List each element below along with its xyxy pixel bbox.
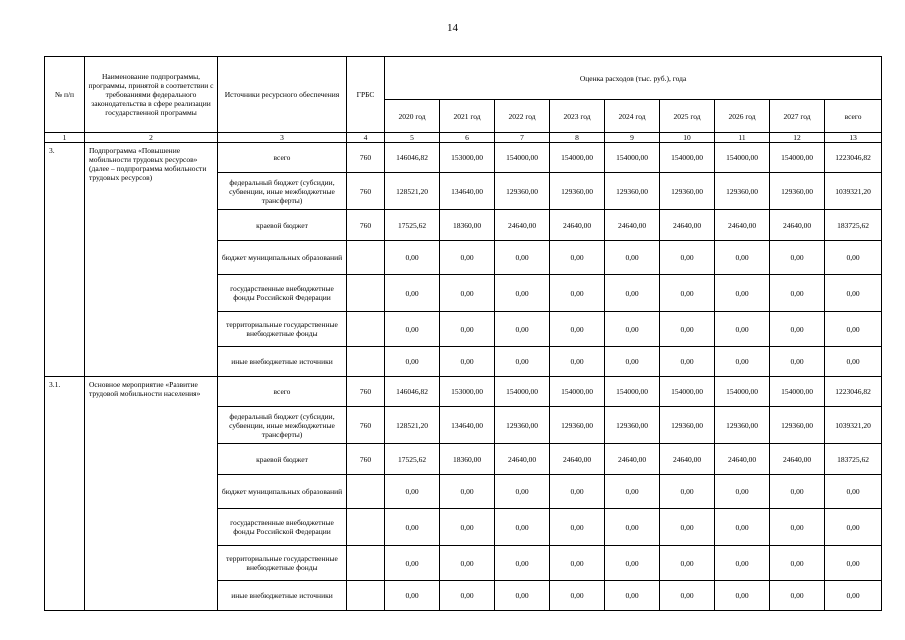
amount-cell: 0,00 [660, 241, 715, 275]
amount-cell: 24640,00 [660, 210, 715, 241]
column-number: 4 [347, 133, 385, 143]
amount-cell: 1039321,20 [825, 407, 882, 444]
amount-cell: 146046,82 [385, 377, 440, 407]
header-year: 2022 год [495, 100, 550, 133]
header-year: 2023 год [550, 100, 605, 133]
amount-cell: 0,00 [440, 312, 495, 347]
amount-cell: 0,00 [440, 475, 495, 509]
amount-cell: 0,00 [495, 475, 550, 509]
amount-cell: 0,00 [495, 581, 550, 611]
grbs-code [347, 312, 385, 347]
amount-cell: 0,00 [770, 475, 825, 509]
amount-cell: 154000,00 [550, 377, 605, 407]
funding-source: иные внебюджетные источники [218, 581, 347, 611]
amount-cell: 0,00 [495, 275, 550, 312]
program-name: Подпрограмма «Повышение мобильности трудовых ресурсов» (далее – подпрограмма мобильности трудовых ресурсов) [85, 143, 218, 377]
header-source: Источники ресурсного обеспечения [218, 57, 347, 133]
amount-cell: 0,00 [550, 546, 605, 581]
amount-cell: 17525,62 [385, 444, 440, 475]
amount-cell: 0,00 [715, 312, 770, 347]
amount-cell: 0,00 [385, 546, 440, 581]
column-number: 8 [550, 133, 605, 143]
amount-cell: 0,00 [770, 275, 825, 312]
amount-cell: 0,00 [605, 275, 660, 312]
funding-source: государственные внебюджетные фонды Российской Федерации [218, 509, 347, 546]
amount-cell: 153000,00 [440, 377, 495, 407]
amount-cell: 0,00 [550, 312, 605, 347]
header-name: Наименование подпрограммы, программы, принятой в соответствии с требованиями федерального законодательства в сфере реализации государственной программы [85, 57, 218, 133]
amount-cell: 0,00 [440, 275, 495, 312]
amount-cell: 128521,20 [385, 407, 440, 444]
header-year: 2025 год [660, 100, 715, 133]
amount-cell: 0,00 [715, 275, 770, 312]
grbs-code: 760 [347, 143, 385, 173]
amount-cell: 0,00 [495, 241, 550, 275]
amount-cell: 0,00 [385, 347, 440, 377]
amount-cell: 24640,00 [550, 210, 605, 241]
funding-source: краевой бюджет [218, 444, 347, 475]
amount-cell: 183725,62 [825, 210, 882, 241]
amount-cell: 24640,00 [495, 210, 550, 241]
amount-cell: 0,00 [660, 312, 715, 347]
amount-cell: 0,00 [605, 546, 660, 581]
row-number: 3. [45, 143, 85, 377]
amount-cell: 0,00 [825, 312, 882, 347]
amount-cell: 0,00 [605, 241, 660, 275]
funding-source: федеральный бюджет (субсидии, субвенции, иные межбюджетные трансферты) [218, 173, 347, 210]
column-number: 12 [770, 133, 825, 143]
amount-cell: 134640,00 [440, 173, 495, 210]
amount-cell: 0,00 [660, 347, 715, 377]
amount-cell: 0,00 [605, 581, 660, 611]
amount-cell: 24640,00 [715, 444, 770, 475]
amount-cell: 0,00 [770, 347, 825, 377]
amount-cell: 0,00 [440, 581, 495, 611]
amount-cell: 0,00 [495, 312, 550, 347]
amount-cell: 24640,00 [605, 210, 660, 241]
amount-cell: 0,00 [770, 312, 825, 347]
header-year: 2027 год [770, 100, 825, 133]
amount-cell: 0,00 [605, 347, 660, 377]
amount-cell: 24640,00 [550, 444, 605, 475]
amount-cell: 18360,00 [440, 210, 495, 241]
amount-cell: 0,00 [715, 546, 770, 581]
amount-cell: 0,00 [825, 347, 882, 377]
amount-cell: 0,00 [550, 275, 605, 312]
amount-cell: 0,00 [660, 509, 715, 546]
funding-source: территориальные государственные внебюджетные фонды [218, 312, 347, 347]
amount-cell: 129360,00 [495, 173, 550, 210]
amount-cell: 0,00 [770, 581, 825, 611]
amount-cell: 154000,00 [605, 377, 660, 407]
amount-cell: 0,00 [825, 581, 882, 611]
grbs-code: 760 [347, 407, 385, 444]
column-number: 2 [85, 133, 218, 143]
amount-cell: 0,00 [825, 509, 882, 546]
grbs-code [347, 347, 385, 377]
amount-cell: 0,00 [385, 312, 440, 347]
column-number: 3 [218, 133, 347, 143]
amount-cell: 1039321,20 [825, 173, 882, 210]
amount-cell: 0,00 [550, 241, 605, 275]
amount-cell: 18360,00 [440, 444, 495, 475]
amount-cell: 0,00 [550, 581, 605, 611]
amount-cell: 0,00 [440, 546, 495, 581]
amount-cell: 0,00 [660, 475, 715, 509]
grbs-code: 760 [347, 444, 385, 475]
grbs-code [347, 546, 385, 581]
column-number: 11 [715, 133, 770, 143]
table-row [45, 377, 882, 407]
amount-cell: 129360,00 [770, 173, 825, 210]
amount-cell: 24640,00 [660, 444, 715, 475]
amount-cell: 0,00 [825, 546, 882, 581]
header-no: № п/п [45, 57, 85, 133]
funding-source: территориальные государственные внебюджетные фонды [218, 546, 347, 581]
grbs-code [347, 475, 385, 509]
amount-cell: 24640,00 [605, 444, 660, 475]
amount-cell: 0,00 [715, 475, 770, 509]
column-number: 10 [660, 133, 715, 143]
amount-cell: 129360,00 [715, 173, 770, 210]
budget-table [44, 56, 882, 611]
amount-cell: 0,00 [495, 347, 550, 377]
amount-cell: 0,00 [605, 312, 660, 347]
program-name: Основное мероприятие «Развитие трудовой мобильности населения» [85, 377, 218, 611]
amount-cell: 0,00 [715, 509, 770, 546]
amount-cell: 154000,00 [660, 143, 715, 173]
column-number: 13 [825, 133, 882, 143]
amount-cell: 24640,00 [770, 444, 825, 475]
amount-cell: 1223046,82 [825, 377, 882, 407]
column-number: 6 [440, 133, 495, 143]
grbs-code [347, 241, 385, 275]
amount-cell: 0,00 [770, 241, 825, 275]
amount-cell: 154000,00 [605, 143, 660, 173]
amount-cell: 129360,00 [495, 407, 550, 444]
amount-cell: 153000,00 [440, 143, 495, 173]
amount-cell: 0,00 [385, 581, 440, 611]
header-year: 2024 год [605, 100, 660, 133]
amount-cell: 0,00 [660, 275, 715, 312]
amount-cell: 0,00 [440, 509, 495, 546]
funding-source: всего [218, 377, 347, 407]
amount-cell: 0,00 [440, 347, 495, 377]
amount-cell: 0,00 [495, 546, 550, 581]
amount-cell: 0,00 [770, 546, 825, 581]
funding-source: бюджет муниципальных образований [218, 475, 347, 509]
amount-cell: 129360,00 [550, 173, 605, 210]
amount-cell: 0,00 [550, 509, 605, 546]
amount-cell: 24640,00 [770, 210, 825, 241]
amount-cell: 129360,00 [770, 407, 825, 444]
amount-cell: 134640,00 [440, 407, 495, 444]
header-grbs: ГРБС [347, 57, 385, 133]
amount-cell: 0,00 [605, 509, 660, 546]
column-number: 1 [45, 133, 85, 143]
amount-cell: 0,00 [495, 509, 550, 546]
amount-cell: 24640,00 [495, 444, 550, 475]
amount-cell: 0,00 [770, 509, 825, 546]
grbs-code [347, 509, 385, 546]
funding-source: иные внебюджетные источники [218, 347, 347, 377]
amount-cell: 0,00 [825, 275, 882, 312]
column-number: 7 [495, 133, 550, 143]
amount-cell: 17525,62 [385, 210, 440, 241]
funding-source: бюджет муниципальных образований [218, 241, 347, 275]
table-row [45, 143, 882, 173]
funding-source: федеральный бюджет (субсидии, субвенции, иные межбюджетные трансферты) [218, 407, 347, 444]
header-estimate: Оценка расходов (тыс. руб.), года [385, 57, 882, 100]
header-year: всего [825, 100, 882, 133]
amount-cell: 154000,00 [660, 377, 715, 407]
amount-cell: 129360,00 [605, 407, 660, 444]
amount-cell: 0,00 [385, 509, 440, 546]
page-number: 14 [447, 22, 458, 34]
header-year: 2026 год [715, 100, 770, 133]
funding-source: краевой бюджет [218, 210, 347, 241]
amount-cell: 24640,00 [715, 210, 770, 241]
amount-cell: 129360,00 [715, 407, 770, 444]
amount-cell: 129360,00 [660, 407, 715, 444]
amount-cell: 0,00 [715, 241, 770, 275]
amount-cell: 146046,82 [385, 143, 440, 173]
amount-cell: 0,00 [715, 581, 770, 611]
amount-cell: 154000,00 [550, 143, 605, 173]
amount-cell: 0,00 [385, 275, 440, 312]
amount-cell: 154000,00 [495, 143, 550, 173]
header-year: 2020 год [385, 100, 440, 133]
amount-cell: 0,00 [660, 546, 715, 581]
amount-cell: 0,00 [385, 241, 440, 275]
amount-cell: 154000,00 [715, 143, 770, 173]
funding-source: государственные внебюджетные фонды Российской Федерации [218, 275, 347, 312]
amount-cell: 0,00 [550, 475, 605, 509]
amount-cell: 128521,20 [385, 173, 440, 210]
column-number: 9 [605, 133, 660, 143]
amount-cell: 0,00 [660, 581, 715, 611]
amount-cell: 0,00 [440, 241, 495, 275]
grbs-code: 760 [347, 173, 385, 210]
amount-cell: 129360,00 [660, 173, 715, 210]
amount-cell: 0,00 [385, 475, 440, 509]
amount-cell: 183725,62 [825, 444, 882, 475]
funding-source: всего [218, 143, 347, 173]
amount-cell: 0,00 [825, 241, 882, 275]
amount-cell: 154000,00 [770, 377, 825, 407]
amount-cell: 0,00 [825, 475, 882, 509]
amount-cell: 0,00 [715, 347, 770, 377]
header-year: 2021 год [440, 100, 495, 133]
amount-cell: 129360,00 [605, 173, 660, 210]
grbs-code [347, 581, 385, 611]
amount-cell: 0,00 [550, 347, 605, 377]
amount-cell: 0,00 [605, 475, 660, 509]
amount-cell: 154000,00 [770, 143, 825, 173]
grbs-code [347, 275, 385, 312]
column-number: 5 [385, 133, 440, 143]
amount-cell: 154000,00 [715, 377, 770, 407]
row-number: 3.1. [45, 377, 85, 611]
amount-cell: 129360,00 [550, 407, 605, 444]
amount-cell: 154000,00 [495, 377, 550, 407]
amount-cell: 1223046,82 [825, 143, 882, 173]
grbs-code: 760 [347, 377, 385, 407]
grbs-code: 760 [347, 210, 385, 241]
